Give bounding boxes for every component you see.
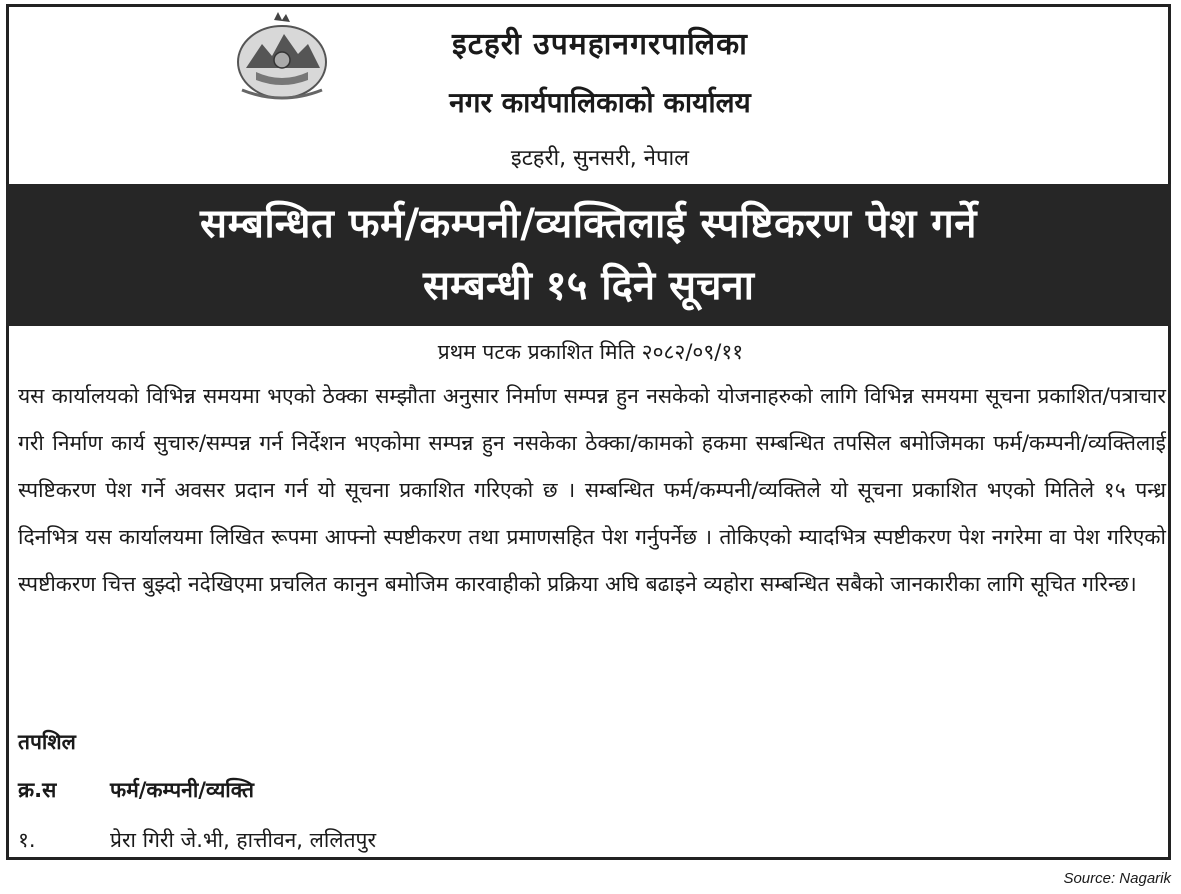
notice-title-line1: सम्बन्धित फर्म/कम्पनी/व्यक्तिलाई स्पष्टिकरण पेश गर्ने	[200, 201, 977, 247]
office-address: इटहरी, सुनसरी, नेपाल	[510, 146, 690, 171]
publication-date: प्रथम पटक प्रकाशित मिति २०८२/०९/११	[437, 340, 744, 364]
source-credit: Source: Nagarik	[1063, 870, 1171, 887]
notice-body: यस कार्यालयको विभिन्न समयमा भएको ठेक्का सम्झौता अनुसार निर्माण सम्पन्न हुन नसकेको योजनाहरुको लागि विभिन्न समयमा सूचना प्रकाशित/पत्राचार गरी निर्माण कार्य सुचारु/सम्पन्न गर्न निर्देशन भएकोमा सम्पन्न हुन नसकेका ठेक्का/कामको हकमा सम्बन्धित तपसिल बमोजिमका फर्म/कम्पनी/व्यक्तिलाई स्पष्टिकरण पेश गर्ने अवसर प्रदान गर्न यो सूचना प्रकाशित गरिएको छ । सम्बन्धित फर्म/कम्पनी/व्यक्तिले यो सूचना प्रकाशित भएको मितिले १५ पन्ध्र दिनभित्र यस कार्यालयमा लिखित रूपमा आफ्नो स्पष्टीकरण तथा प्रमाणसहित पेश गर्नुपर्नेछ । तोकिएको म्यादभित्र स्पष्टीकरण पेश नगरेमा वा पेश गरिएको स्पष्टीकरण चित्त बुझ्दो नदेखिएमा प्रचलित कानुन बमोजिम कारवाहीको प्रक्रिया अघि बढाइने व्यहोरा सम्बन्धित सबैको जानकारीका लागि सूचित गरिन्छ।	[18, 384, 1166, 596]
schedule-header-serial: क्र.स	[18, 778, 57, 802]
notice-title-banner	[6, 184, 1171, 326]
schedule-row-serial: १.	[18, 828, 36, 852]
notice-title-line2: सम्बन्धी १५ दिने सूचना	[422, 263, 755, 309]
office-subtitle: नगर कार्यपालिकाको कार्यालय	[449, 86, 751, 119]
schedule-row-firm: प्रेरा गिरी जे.भी, हात्तीवन, ललितपुर	[110, 828, 377, 852]
schedule-title: तपशिल	[18, 730, 76, 754]
nepal-government-emblem-icon	[226, 10, 338, 104]
office-name: इटहरी उपमहानगरपालिका	[452, 27, 748, 62]
schedule-header-firm: फर्म/कम्पनी/व्यक्ति	[110, 778, 254, 802]
